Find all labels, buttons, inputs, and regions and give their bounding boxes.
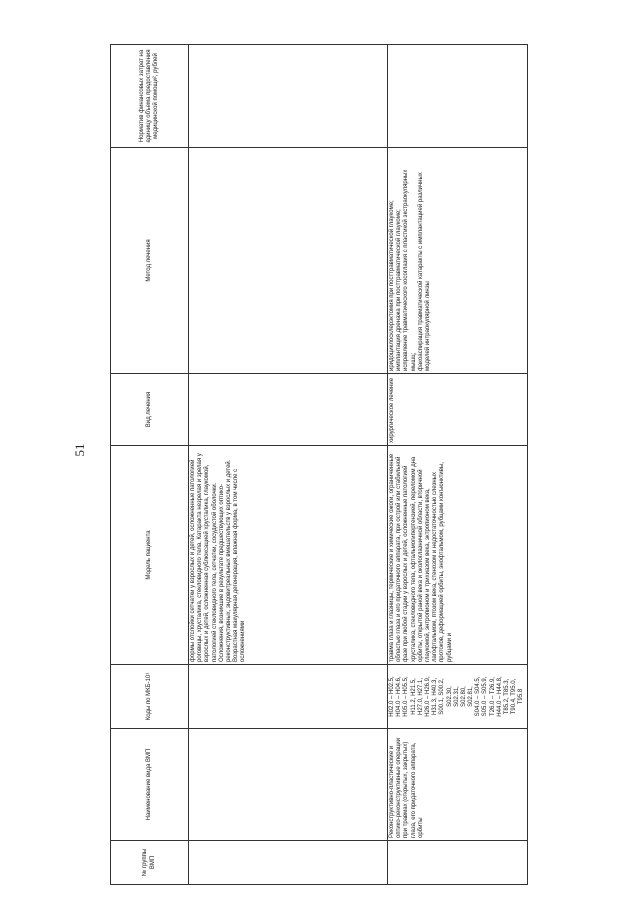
- treatment-method: факоаспирация травматической катаракты с имплантацией различных моделей интраокулярной линзы: [417, 172, 431, 371]
- vmp-table: [110, 44, 528, 885]
- table-row: [189, 45, 388, 885]
- icd-code: H27.0, H27.1,: [417, 677, 424, 716]
- treatment-method: исправление травматического косоглазия с пластикой экстраокулярных мышц;: [403, 169, 417, 371]
- cell-name: Реконструктивно-пластические и оптико-реконструктивные операции при травмах (открытых, закрытых) глаза, его придаточного аппарата, орбиты: [388, 729, 528, 841]
- header-norm: Норматив финансовых затрат на единицу объема предоставления медицинской помощи², рублей: [111, 45, 189, 148]
- header-method: Метод лечения: [111, 148, 189, 374]
- header-model: Модель пациента: [111, 446, 189, 665]
- header-row: [111, 45, 189, 885]
- page-number: 51: [72, 443, 87, 457]
- cell-kind: хирургическое лечение: [388, 374, 528, 446]
- cell-norm: [388, 45, 528, 148]
- header-kind: Вид лечения: [111, 374, 189, 446]
- cell-method: [189, 148, 388, 374]
- icd-code: H02.0 – H02.5,: [389, 676, 395, 717]
- icd-code: T95.8: [518, 688, 525, 705]
- icd-code: S02.81,: [468, 686, 475, 707]
- icd-code: H31.3, H40.3,: [432, 677, 439, 716]
- cell-norm: [189, 45, 388, 148]
- cell-num: [189, 841, 388, 885]
- treatment-method: иридоциклосклерэктомия при посттравматической глаукоме;: [389, 200, 395, 371]
- cell-num: [388, 841, 528, 885]
- table-row: [388, 45, 528, 885]
- icd-code: H05.0 – H05.5,: [403, 676, 410, 717]
- cell-name: [189, 729, 388, 841]
- icd-code: S04.0 – S04.5,: [475, 676, 482, 717]
- icd-code: H44.0 – H44.8,: [496, 676, 503, 717]
- header-num: № группы ВМП: [111, 841, 189, 885]
- rotated-table-container: [110, 45, 525, 885]
- icd-code: S02.30,: [446, 686, 453, 707]
- icd-code: S05.0 – S05.9,: [482, 676, 489, 717]
- icd-code: H26.0 – H26.9,: [424, 676, 431, 717]
- icd-code: S02.31,: [453, 686, 460, 707]
- icd-code: T90.4, T95.0,: [511, 678, 518, 715]
- header-name: Наименование вида ВМП: [111, 729, 189, 841]
- cell-method: [388, 148, 528, 374]
- icd-code: H11.2, H21.5,: [410, 678, 417, 715]
- icd-code: T85.2, T85.3,: [504, 678, 510, 715]
- header-codes: Коды по МКБ-10¹: [111, 665, 189, 729]
- cell-codes: [189, 665, 388, 729]
- cell-model: формы отслойки сетчатки у взрослых и детей, осложненные патологией роговицы, хрусталика, стекловидного тела. Катаракта незрелая и зрелая у взрослых и детей, осложненная сублюксацией хрусталика, глаукомой, патологией стекловидного тела, сетчатки, сосудистой оболочки. Осложнения, возникшие в результате предшествующих оптико-реконструктивных, эндовитреальных вмешательств у взрослых и детей. Возрастная макулярная дегенерация, влажная форма, в том числе с осложнениями: [189, 446, 388, 665]
- treatment-method: имплантация дренажа при посттравматической глаукоме;: [396, 209, 403, 371]
- icd-code: T26.0 – T26.9,: [489, 677, 496, 716]
- icd-code: S00.1, S00.2,: [439, 678, 446, 715]
- cell-codes: [388, 665, 528, 729]
- cell-model: травма глаза и глазницы, термические и химические ожоги, ограниченные областью глаза и его придаточного аппарата, при острой или стабильной фазе при любой стадии у взрослых и детей, осложненные патологией хрусталика, стекловидного тела, офтальмогипертензией, переломом дна орбиты, открытой раной века и окологлазничной области, вторичной глаукомой, энтропионом и трихиазом века, эктропионом века, лагофтальмом, птозом века, стенозом и недостаточностью слезных протоков, деформацией орбиты, энофтальмом, рубцами конъюнктивы, рубцами и: [388, 446, 528, 665]
- icd-code: H04.0 – H04.6,: [396, 676, 403, 717]
- icd-code: S02.80,: [460, 686, 467, 707]
- cell-kind: [189, 374, 388, 446]
